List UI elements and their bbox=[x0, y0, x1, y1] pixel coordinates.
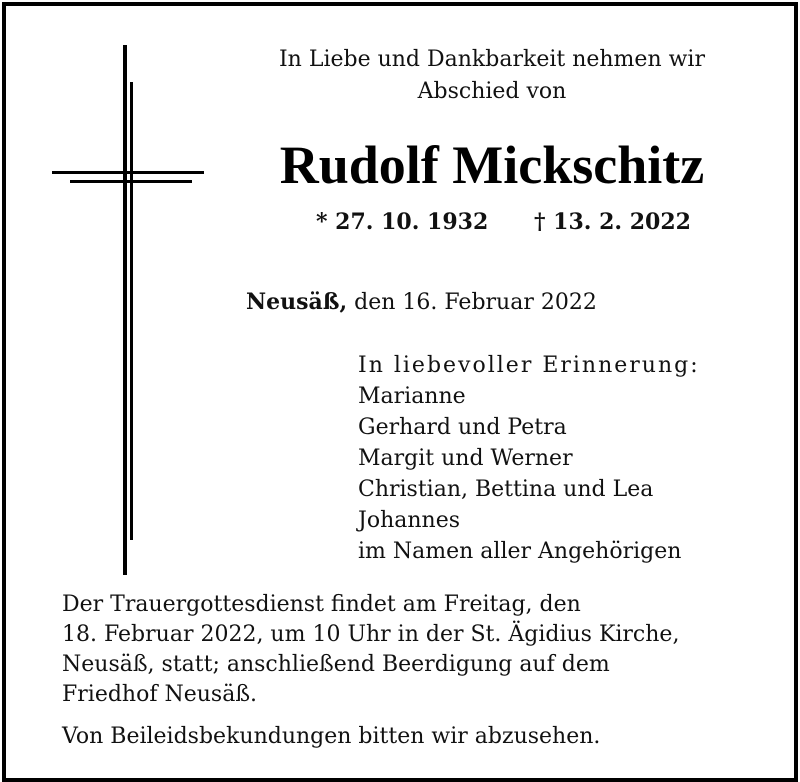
intro-line-1: In Liebe und Dankbarkeit nehmen wir bbox=[278, 47, 705, 72]
birth-date: * 27. 10. 1932 bbox=[316, 209, 489, 235]
place: Neusäß, bbox=[246, 289, 348, 315]
deceased-name: Rudolf Mickschitz bbox=[279, 135, 705, 195]
intro-line-2: Abschied von bbox=[417, 79, 567, 104]
service-line: Neusäß, statt; anschließend Beerdigung auf dem bbox=[62, 652, 610, 677]
condolence-note: Von Beileidsbekundungen bitten wir abzusehen. bbox=[62, 724, 601, 749]
service-line: 18. Februar 2022, um 10 Uhr in der St. Ägidius Kirche, bbox=[62, 622, 680, 647]
service-line: Friedhof Neusäß. bbox=[62, 682, 258, 707]
mourners-block bbox=[358, 350, 700, 567]
intro-text bbox=[232, 44, 752, 108]
mourner-item: Christian, Bettina und Lea bbox=[358, 477, 654, 502]
service-line: Der Trauergottesdienst findet am Freitag, den bbox=[62, 592, 581, 617]
notice-date: den 16. Februar 2022 bbox=[347, 290, 597, 315]
mourner-item: Margit und Werner bbox=[358, 446, 573, 471]
cross-vertical-bar-outer bbox=[123, 45, 127, 575]
service-info bbox=[62, 590, 762, 710]
mourners-heading: In liebevoller Erinnerung: bbox=[358, 353, 700, 378]
mourner-item: Marianne bbox=[358, 384, 466, 409]
cross-horizontal-bar-upper bbox=[52, 171, 204, 174]
cross-vertical-bar-inner bbox=[130, 82, 133, 540]
mourner-item: Johannes bbox=[358, 508, 460, 533]
cross-horizontal-bar-lower bbox=[70, 180, 192, 183]
mourner-item: im Namen aller Angehörigen bbox=[358, 539, 682, 564]
death-date: † 13. 2. 2022 bbox=[534, 209, 691, 235]
place-and-date bbox=[246, 286, 597, 319]
mourner-item: Gerhard und Petra bbox=[358, 415, 567, 440]
